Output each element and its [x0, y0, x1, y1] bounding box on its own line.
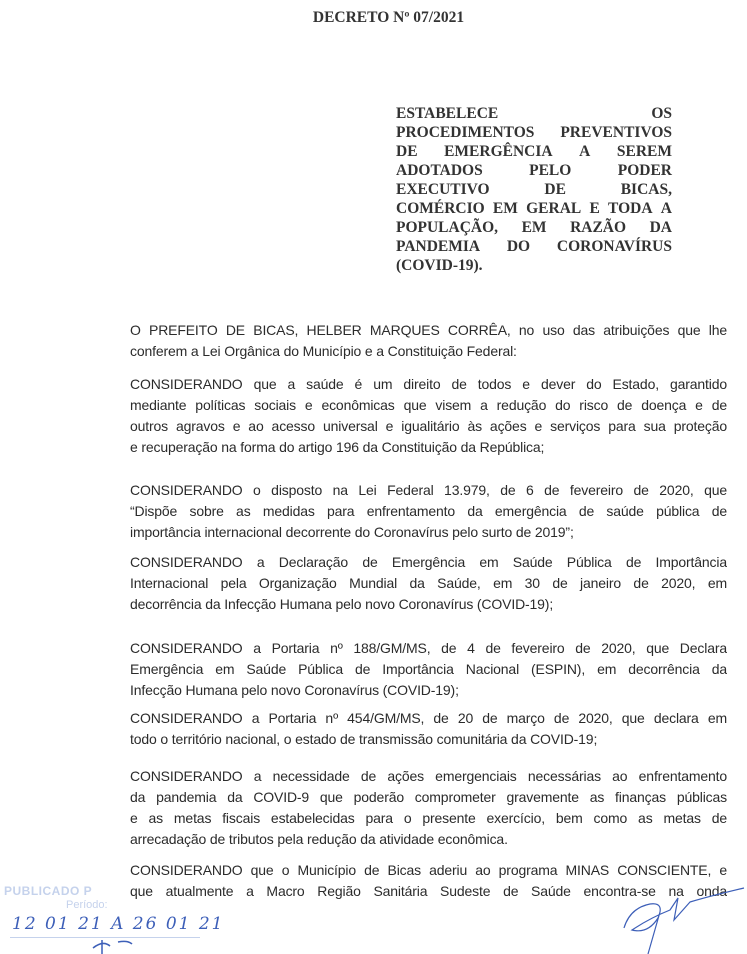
paragraph-line: arrecadação de tributos pela redução da atividade econômica.: [130, 831, 508, 847]
decree-summary: [396, 104, 672, 275]
publication-period-label: Período:: [66, 899, 108, 911]
paragraph-line: Infecção Humana pelo novo Coronavírus (COVID-19);: [130, 682, 459, 698]
summary-word: CORONAVÍRUS: [556, 238, 672, 255]
paragraph-line: O PREFEITO DE BICAS, HELBER MARQUES CORRÊA, no uso das atribuições que lhe: [130, 322, 727, 338]
paragraph-line: CONSIDERANDO o disposto na Lei Federal 13.979, de 6 de fevereiro de 2020, que: [130, 482, 727, 498]
summary-word: RAZÃO: [570, 219, 627, 236]
summary-word: EM: [492, 200, 518, 217]
paragraph-line: outros agravos e ao acesso universal e igualitário às ações e serviços para sua proteção: [130, 418, 727, 434]
summary-word: OS: [651, 105, 672, 122]
paragraph-line: “Dispõe sobre as medidas para enfrentamento da emergência de saúde pública de: [130, 503, 727, 519]
summary-word: ADOTADOS: [396, 162, 483, 179]
summary-word: E: [589, 200, 600, 217]
summary-line: [396, 161, 672, 180]
summary-word: A: [660, 200, 672, 217]
summary-word: POPULAÇÃO,: [396, 219, 499, 236]
paragraph: [130, 552, 727, 615]
summary-word: PODER: [617, 162, 672, 179]
paragraph-line: CONSIDERANDO que a saúde é um direito de todos e dever do Estado, garantido: [130, 376, 727, 392]
summary-word: EM: [521, 219, 547, 236]
summary-line: [396, 256, 672, 275]
paragraph-line: mediante políticas sociais e econômicas que visem a redução do risco de doença e de: [130, 397, 727, 413]
paragraph: [130, 638, 727, 701]
paragraph-line: CONSIDERANDO que o Município de Bicas aderiu ao programa MINAS CONSCIENTE, e: [130, 862, 727, 878]
summary-word: A: [579, 143, 591, 160]
summary-line: [396, 104, 672, 123]
summary-word: DE: [544, 181, 566, 198]
summary-word: DA: [649, 219, 672, 236]
summary-word: PREVENTIVOS: [560, 124, 672, 141]
summary-line: [396, 237, 672, 256]
summary-word: PELO: [529, 162, 572, 179]
paragraph-line: Emergência em Saúde Pública de Importância Nacional (ESPIN), em decorrência da: [130, 661, 727, 677]
paragraph-line: CONSIDERANDO a Portaria nº 454/GM/MS, de 20 de março de 2020, que declara em: [130, 710, 727, 726]
paragraph: [130, 480, 727, 543]
paragraph-line: decorrência da Infecção Humana pelo novo Coronavírus (COVID-19);: [130, 596, 554, 612]
paragraph-line: Internacional pela Organização Mundial da Saúde, em 30 de janeiro de 2020, em: [130, 575, 727, 591]
decree-title: DECRETO Nº 07/2021: [312, 9, 465, 26]
paragraph-line: CONSIDERANDO a Declaração de Emergência em Saúde Pública de Importância: [130, 554, 727, 570]
paragraph: [130, 320, 727, 362]
paragraph-line: importância internacional decorrente do Coronavírus pelo surto de 2019”;: [130, 524, 574, 540]
summary-word: TODA: [608, 200, 653, 217]
paragraph-line: da pandemia da COVID-9 que poderão comprometer gravemente as finanças públicas: [130, 789, 727, 805]
summary-line: [396, 218, 672, 237]
paragraph-line: CONSIDERANDO a Portaria nº 188/GM/MS, de 4 de fevereiro de 2020, que Declara: [130, 640, 727, 656]
paragraph-line: todo o território nacional, o estado de transmissão comunitária da COVID-19;: [130, 731, 598, 747]
summary-word: DE: [396, 143, 418, 160]
paragraph: [130, 766, 727, 850]
summary-line: [396, 199, 672, 218]
summary-line: [396, 142, 672, 161]
summary-line: [396, 123, 672, 142]
summary-word: GERAL: [526, 200, 582, 217]
summary-line: [396, 180, 672, 199]
signature: [620, 868, 747, 954]
summary-word: ESTABELECE: [396, 105, 499, 122]
summary-word: SEREM: [616, 143, 672, 160]
summary-word: PROCEDIMENTOS: [396, 124, 535, 141]
publication-dates: 12 01 21 A 26 01 21: [12, 914, 225, 934]
summary-word: (COVID-19).: [396, 257, 483, 274]
summary-word: DO: [506, 238, 531, 255]
paragraph-line: CONSIDERANDO a necessidade de ações emergenciais necessárias ao enfrentamento: [130, 768, 727, 784]
paragraph-line: e as metas fiscais estabelecidas para o presente exercício, bem como as metas de: [130, 810, 727, 826]
paragraph: [130, 374, 727, 458]
summary-word: BICAS,: [620, 181, 672, 198]
summary-word: PANDEMIA: [396, 238, 481, 255]
paragraph-line: que atualmente a Macro Região Sanitária Sudeste de Saúde encontra-se na onda: [130, 883, 727, 899]
paragraph: [130, 708, 727, 750]
initials-mark: [88, 936, 148, 954]
paragraph-line: e recuperação na forma do artigo 196 da Constituição da República;: [130, 439, 545, 455]
publication-stamp: PUBLICADO P: [4, 884, 93, 898]
summary-word: EXECUTIVO: [396, 181, 490, 198]
summary-word: EMERGÊNCIA: [444, 143, 553, 160]
summary-word: COMÉRCIO: [396, 200, 485, 217]
paragraph-line: conferem a Lei Orgânica do Município e a Constituição Federal:: [130, 343, 517, 359]
